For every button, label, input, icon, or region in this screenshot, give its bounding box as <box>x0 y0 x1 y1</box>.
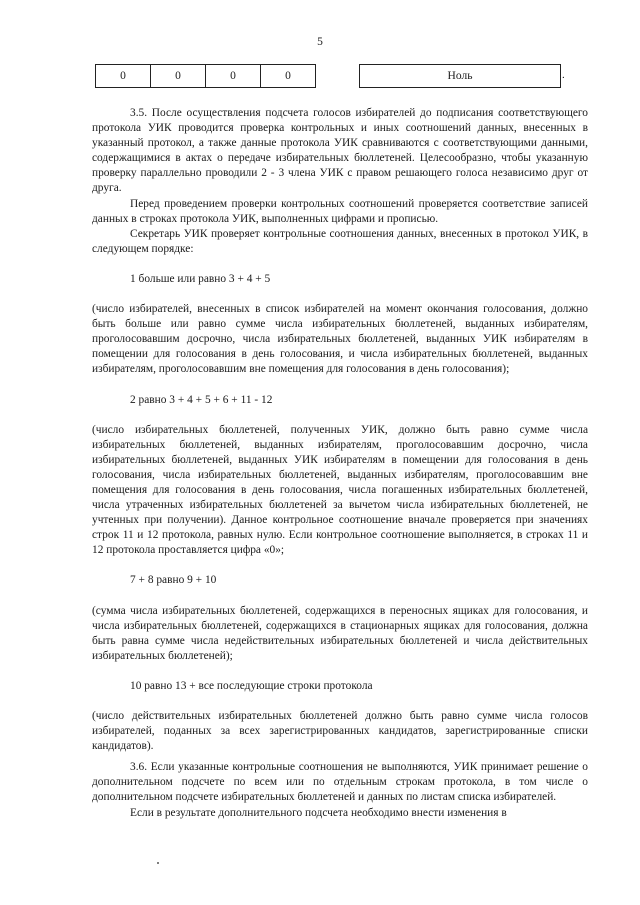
formula-1-explanation: (число избирателей, внесенных в список избирателей на момент окончания голосования, должно быть больше или равно сумме числа избирательных бюллетеней, выданных избирателям, проголосовавшим досрочно, числа избирательных бюллетеней, выданных УИК избирателям в помещении для голосования в день голосования, и числа избирательных бюллетеней, выданных избирателям, проголосовавшим вне помещения для голосования в день голосования); <box>92 303 588 376</box>
formula-4: 10 равно 13 + все последующие строки протокола <box>130 679 373 692</box>
paragraph-3-5: 3.5. После осуществления подсчета голосов избирателей до подписания соответствующего протокола УИК проводится проверка контрольных и иных соотношений данных, внесенных в указанный протокол, а также данные протокола УИК сравниваются с соответствующими данными, содержащимися в актах о передаче избирательных бюллетеней. Целесообразно, чтобы указанную проверку параллельно проводили 2 - 3 члена УИК с правом решающего голоса независимо друг от друга. <box>92 107 588 195</box>
digit-cell: 0 <box>96 65 151 87</box>
paragraph-check-intro: Перед проведением проверки контрольных соотношений проверяется соответствие записей данных в строках протокола УИК, выполненных цифрами и прописью. <box>92 197 588 225</box>
digits-table <box>95 64 316 88</box>
formula-2-explanation: (число избирательных бюллетеней, полученных УИК, должно быть равно сумме числа избирательных бюллетеней, выданных избирателям, проголосовавшим досрочно, числа избирательных бюллетеней, выданных УИК избирателям в помещении для голосования в день голосования, числа избирательных бюллетеней, выданных избирателям, проголосовавшим вне помещения для голосования в день голосования, числа погашенных избирательных бюллетеней, числа утраченных избирательных бюллетеней за вычетом числа избирательных бюллетеней, не учтенных при получении). Данное контрольное соотношение вначале проверяется при значениях строк 11 и 12 протокола, равных нулю. Если контрольное соотношение выполняется, в строках 11 и 12 протокола проставляется цифра «0»; <box>92 423 588 557</box>
digit-cell: 0 <box>206 65 261 87</box>
formula-1: 1 больше или равно 3 + 4 + 5 <box>130 272 271 285</box>
paragraph-additional-count: Если в результате дополнительного подсчета необходимо внести изменения в <box>130 806 507 819</box>
formula-2: 2 равно 3 + 4 + 5 + 6 + 11 - 12 <box>130 393 273 406</box>
words-cell-mark: . <box>562 69 565 81</box>
formula-4-explanation: (число действительных избирательных бюллетеней должно быть равно сумме числа голосов избирателей, поданных за всех зарегистрированных кандидатов, зарегистрированные списки кандидатов). <box>92 710 588 753</box>
page-number: 5 <box>317 36 323 48</box>
scan-speck <box>157 862 159 864</box>
digit-cell: 0 <box>285 70 291 82</box>
words-cell: Ноль <box>359 64 561 88</box>
paragraph-secretary: Секретарь УИК проверяет контрольные соотношения данных, внесенных в протокол УИК, в следующем порядке: <box>92 227 588 255</box>
body-text <box>92 106 588 821</box>
paragraph-3-6: 3.6. Если указанные контрольные соотношения не выполняются, УИК принимает решение о дополнительном подсчете по всем или по отдельным строкам протокола, в том числе о дополнительном подсчете избирательных бюллетеней и данных по листам списка избирателей. <box>92 761 588 804</box>
formula-3-explanation: (сумма числа избирательных бюллетеней, содержащихся в переносных ящиках для голосования, и числа избирательных бюллетеней, содержащихся в стационарных ящиках для голосования, должна быть равна сумме числа недействительных избирательных бюллетеней и числа действительных избирательных бюллетеней); <box>92 604 588 662</box>
formula-3: 7 + 8 равно 9 + 10 <box>130 574 217 587</box>
digit-cell: 0 <box>151 65 206 87</box>
